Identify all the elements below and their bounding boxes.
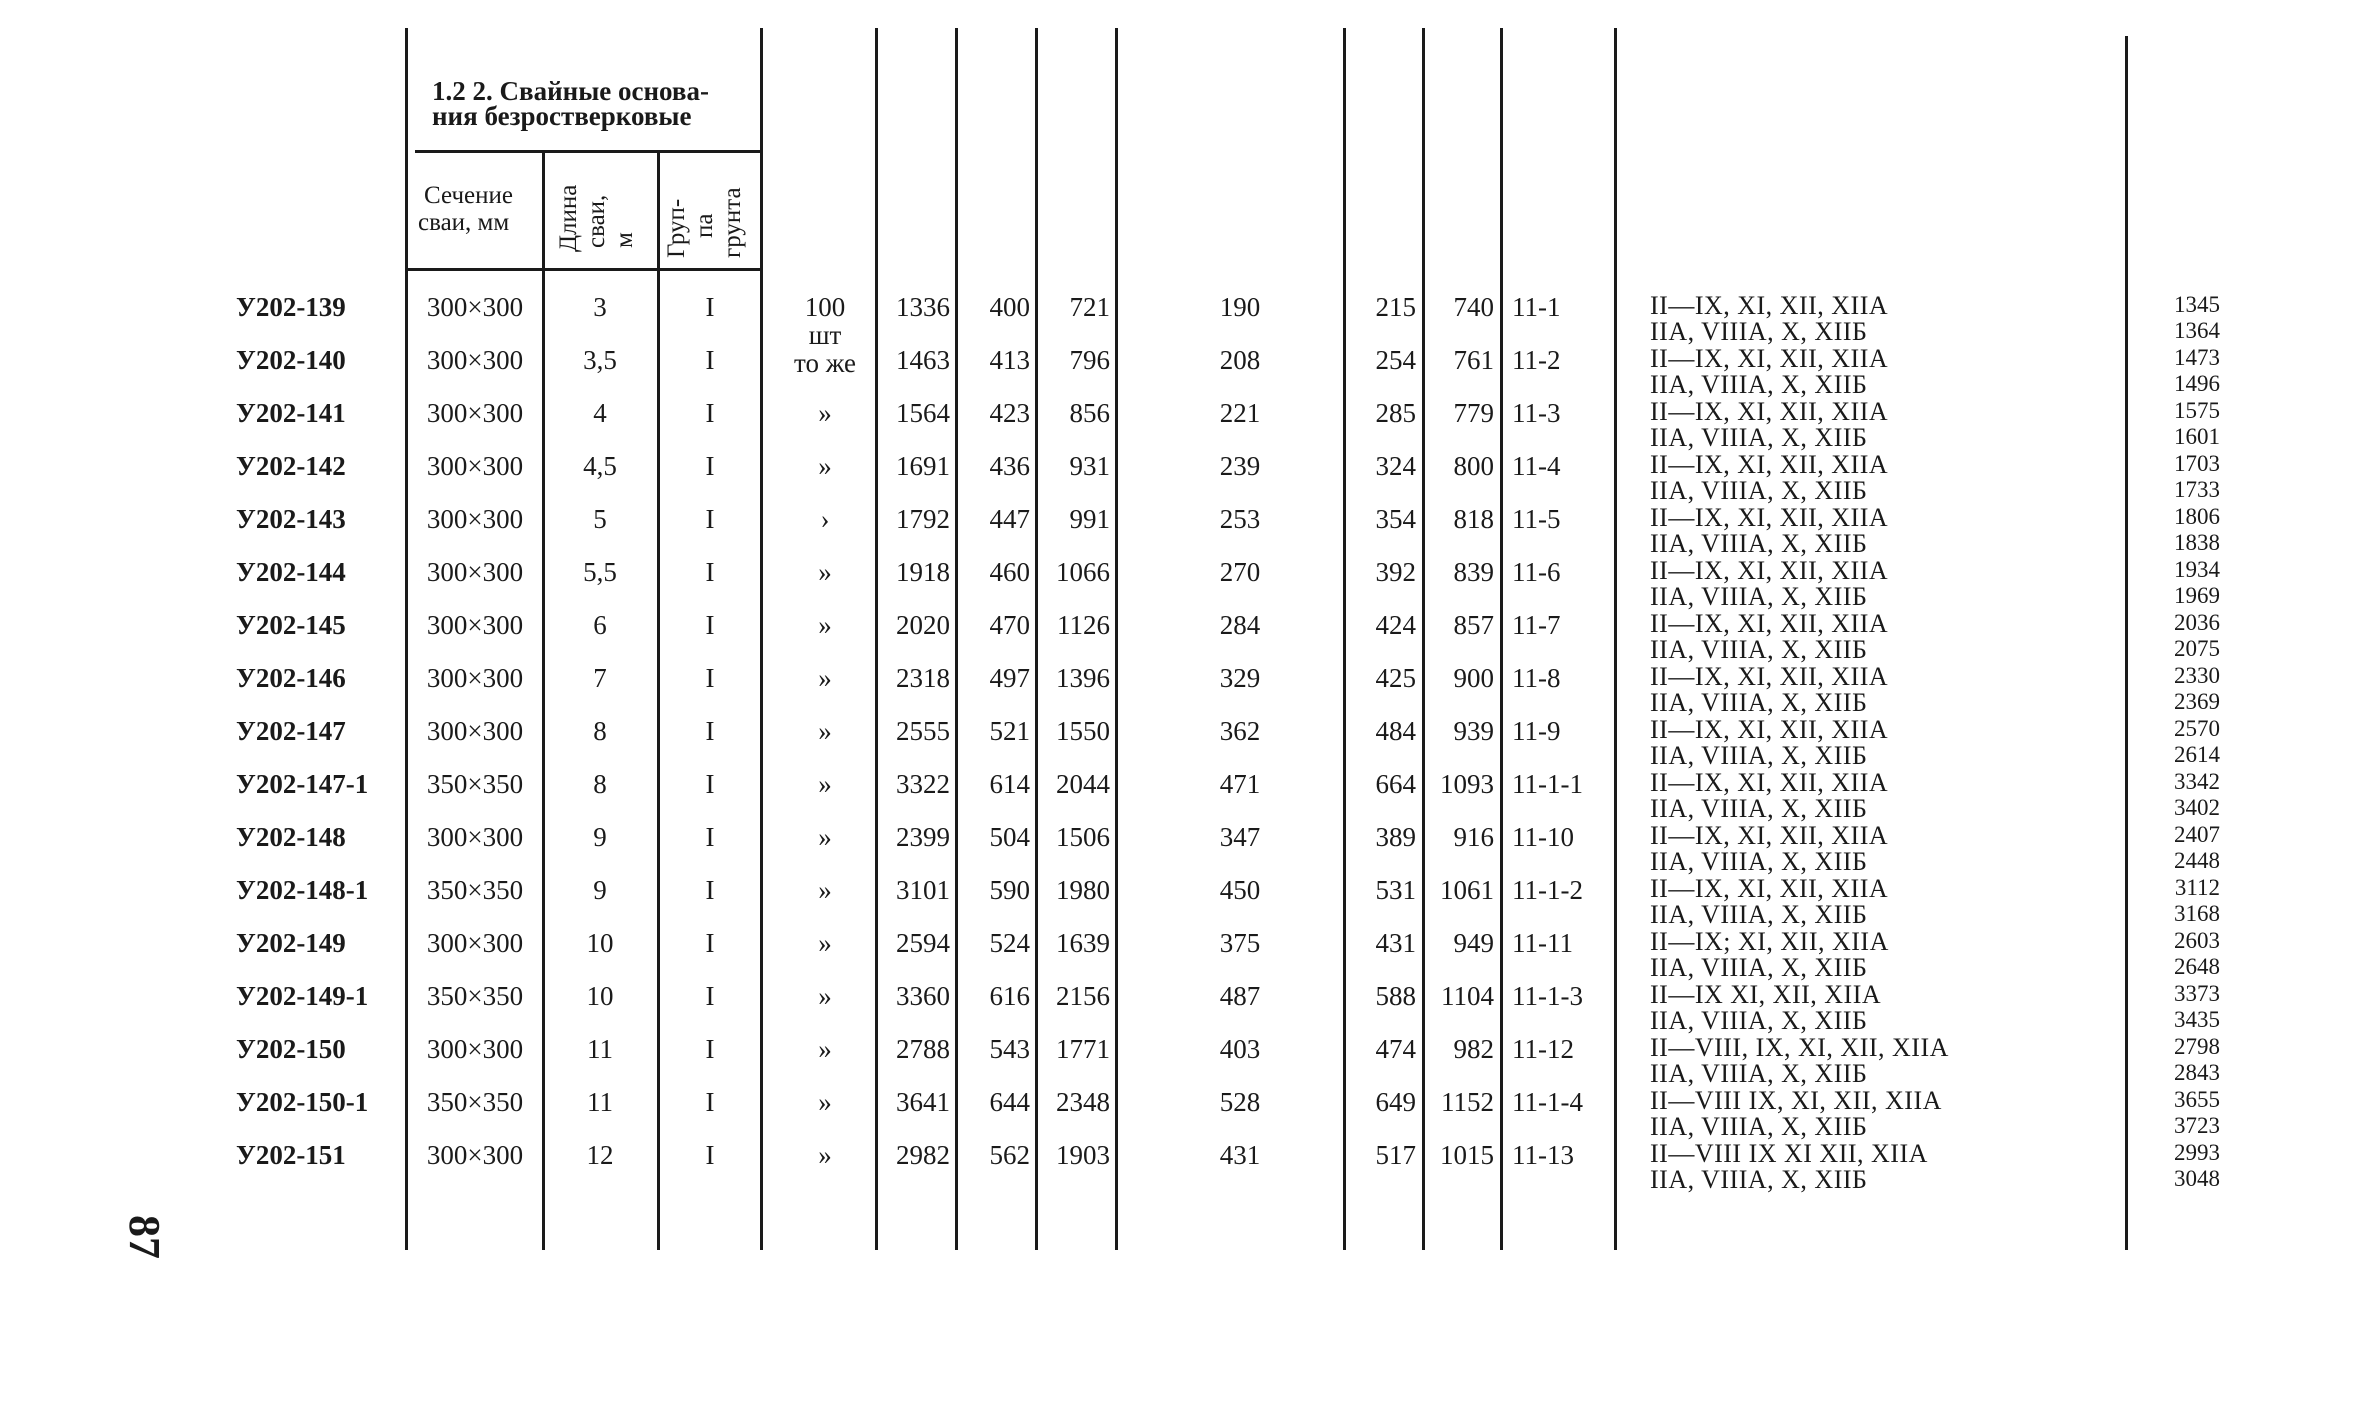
cell-v6: 1152 <box>1441 1087 1494 1117</box>
header-rule-columns <box>405 268 760 271</box>
cell-code: У202-147 <box>236 716 346 746</box>
col-header-length-line3: м <box>611 232 638 248</box>
cell-price-line1: 1806 <box>2174 504 2220 529</box>
cell-ref: 11-1-2 <box>1512 875 1583 905</box>
cell-series-line2: IIA, VIIIA, X, XIIБ <box>1650 900 1868 929</box>
rule-v2 <box>1035 28 1038 1250</box>
cell-unit: » <box>818 981 832 1011</box>
cell-v2: 616 <box>989 981 1030 1011</box>
cell-unit: » <box>818 716 832 746</box>
cell-v1: 2555 <box>896 716 950 746</box>
cell-v5: 664 <box>1375 769 1416 799</box>
cell-v5: 354 <box>1375 504 1416 534</box>
rule-v6 <box>1500 28 1503 1250</box>
cell-v4: 270 <box>1219 557 1261 587</box>
cell-unit: » <box>818 451 832 481</box>
cell-series-line2: IIA, VIIIA, X, XIIБ <box>1650 476 1868 505</box>
cell-section: 350×350 <box>426 875 524 905</box>
cell-price-line1: 2603 <box>2174 928 2220 953</box>
cell-series-line1: II—IX XI, XII, XIIA <box>1650 980 1882 1009</box>
cell-v6: 1093 <box>1440 769 1494 799</box>
cell-price-line2: 1601 <box>2174 424 2220 449</box>
cell-series-line2: IIA, VIIIA, X, XIIБ <box>1650 1165 1868 1194</box>
rule-group <box>760 28 763 1250</box>
rule-v5 <box>1422 28 1425 1250</box>
cell-group: I <box>705 610 715 640</box>
cell-ref: 11-1-1 <box>1512 769 1583 799</box>
cell-v4: 239 <box>1219 451 1261 481</box>
header-rule-title <box>415 150 760 153</box>
cell-series-line2: IIA, VIIIA, X, XIIБ <box>1650 1059 1868 1088</box>
cell-length: 4,5 <box>583 451 617 481</box>
cell-ref: 11-13 <box>1512 1140 1574 1170</box>
cell-group: I <box>705 1087 715 1117</box>
cell-section: 300×300 <box>426 451 524 481</box>
cell-unit: » <box>818 1140 832 1170</box>
cell-v2: 644 <box>989 1087 1030 1117</box>
cell-price-line2: 1364 <box>2174 318 2220 343</box>
cell-v4: 329 <box>1219 663 1261 693</box>
cell-v1: 1463 <box>896 345 950 375</box>
cell-v3: 2156 <box>1056 981 1110 1011</box>
cell-v5: 517 <box>1375 1140 1416 1170</box>
cell-unit: » <box>818 769 832 799</box>
cell-v4: 284 <box>1219 610 1261 640</box>
cell-v4: 403 <box>1219 1034 1261 1064</box>
cell-ref: 11-6 <box>1512 557 1561 587</box>
cell-v6: 740 <box>1453 292 1494 322</box>
cell-length: 5,5 <box>583 557 617 587</box>
cell-price-line2: 2448 <box>2174 848 2220 873</box>
cell-v6: 900 <box>1453 663 1494 693</box>
cell-v1: 2020 <box>896 610 950 640</box>
cell-ref: 11-1-3 <box>1512 981 1583 1011</box>
cell-group: I <box>705 769 715 799</box>
cell-series-line2: IIA, VIIIA, X, XIIБ <box>1650 1006 1868 1035</box>
cell-section: 300×300 <box>426 716 524 746</box>
cell-v5: 254 <box>1375 345 1416 375</box>
cell-v3: 1550 <box>1056 716 1110 746</box>
cell-v6: 1061 <box>1440 875 1494 905</box>
cell-section: 300×300 <box>426 663 524 693</box>
cell-v6: 1015 <box>1440 1140 1494 1170</box>
cell-v5: 324 <box>1375 451 1416 481</box>
cell-price-line2: 2648 <box>2174 954 2220 979</box>
cell-length: 10 <box>586 928 614 958</box>
cell-v5: 392 <box>1375 557 1416 587</box>
cell-series-line2: IIA, VIIIA, X, XIIБ <box>1650 370 1868 399</box>
cell-section: 300×300 <box>426 1034 524 1064</box>
cell-unit: » <box>818 557 832 587</box>
cell-length: 3,5 <box>583 345 617 375</box>
cell-group: I <box>705 822 715 852</box>
col-header-group-line2: па <box>691 213 718 238</box>
cell-v1: 1336 <box>896 292 950 322</box>
cell-v3: 2348 <box>1056 1087 1110 1117</box>
cell-ref: 11-4 <box>1512 451 1561 481</box>
cell-code: У202-143 <box>236 504 346 534</box>
cell-v3: 721 <box>1069 292 1110 322</box>
cell-price-line1: 1473 <box>2174 345 2220 370</box>
cell-v6: 857 <box>1453 610 1494 640</box>
cell-price-line1: 1934 <box>2174 557 2220 582</box>
cell-v2: 614 <box>989 769 1030 799</box>
cell-length: 11 <box>587 1034 613 1064</box>
cell-v5: 531 <box>1375 875 1416 905</box>
cell-section: 300×300 <box>426 610 524 640</box>
cell-v1: 1564 <box>896 398 950 428</box>
cell-unit: » <box>818 663 832 693</box>
cell-code: У202-151 <box>236 1140 346 1170</box>
cell-price-line2: 3168 <box>2174 901 2220 926</box>
cell-series-line1: II—VIII IX, XI, XII, XIIA <box>1650 1086 1942 1115</box>
cell-series-line2: IIA, VIIIA, X, XIIБ <box>1650 953 1868 982</box>
cell-v3: 2044 <box>1056 769 1110 799</box>
cell-v2: 470 <box>989 610 1030 640</box>
cell-series-line1: II—IX, XI, XII, XIIA <box>1650 397 1889 426</box>
col-header-section-line2: сваи, мм <box>418 209 510 236</box>
cell-ref: 11-8 <box>1512 663 1561 693</box>
unit-note-line2: шт <box>808 320 842 350</box>
cell-group: I <box>705 981 715 1011</box>
rule-v4 <box>1343 28 1346 1250</box>
cell-group: I <box>705 451 715 481</box>
cell-length: 11 <box>587 1087 613 1117</box>
cell-group: I <box>705 663 715 693</box>
cell-ref: 11-2 <box>1512 345 1561 375</box>
cell-price-line2: 2843 <box>2174 1060 2220 1085</box>
cell-v2: 436 <box>989 451 1030 481</box>
cell-series-line2: IIA, VIIIA, X, XIIБ <box>1650 317 1868 346</box>
cell-group: I <box>705 716 715 746</box>
cell-v4: 528 <box>1219 1087 1261 1117</box>
cell-price-line2: 1496 <box>2174 371 2220 396</box>
cell-length: 9 <box>593 822 607 852</box>
rule-v3 <box>1115 28 1118 1250</box>
cell-section: 300×300 <box>426 345 524 375</box>
cell-price-line2: 3048 <box>2174 1166 2220 1191</box>
cell-v1: 2594 <box>896 928 950 958</box>
cell-v4: 208 <box>1219 345 1261 375</box>
cell-v1: 3641 <box>896 1087 950 1117</box>
cell-code: У202-150-1 <box>236 1087 369 1117</box>
cell-group: I <box>705 504 715 534</box>
cell-section: 300×300 <box>426 1140 524 1170</box>
cell-v3: 1506 <box>1056 822 1110 852</box>
cell-group: I <box>705 557 715 587</box>
cell-v3: 1066 <box>1056 557 1110 587</box>
cell-v2: 497 <box>989 663 1030 693</box>
cell-series-line2: IIA, VIIIA, X, XIIБ <box>1650 1112 1868 1141</box>
cell-v5: 431 <box>1375 928 1416 958</box>
cell-ref: 11-1 <box>1512 292 1561 322</box>
cell-v3: 856 <box>1069 398 1110 428</box>
cell-v5: 649 <box>1375 1087 1416 1117</box>
cell-length: 9 <box>593 875 607 905</box>
cell-v6: 839 <box>1453 557 1494 587</box>
cell-section: 300×300 <box>426 504 524 534</box>
cell-v3: 931 <box>1069 451 1110 481</box>
cell-unit: » <box>818 822 832 852</box>
cell-code: У202-144 <box>236 557 346 587</box>
cell-price-line1: 1345 <box>2174 292 2220 317</box>
cell-price-line1: 2407 <box>2174 822 2220 847</box>
cell-group: I <box>705 292 715 322</box>
cell-v1: 3101 <box>896 875 950 905</box>
cell-length: 6 <box>593 610 607 640</box>
cell-code: У202-149-1 <box>236 981 369 1011</box>
cell-series-line2: IIA, VIIIA, X, XIIБ <box>1650 688 1868 717</box>
cell-v4: 450 <box>1219 875 1261 905</box>
cell-v1: 3360 <box>896 981 950 1011</box>
cell-v3: 1771 <box>1056 1034 1110 1064</box>
cell-price-line1: 3655 <box>2174 1087 2220 1112</box>
cell-section: 300×300 <box>426 822 524 852</box>
cell-section: 300×300 <box>426 292 524 322</box>
cell-ref: 11-12 <box>1512 1034 1574 1064</box>
cell-series-line1: II—IX, XI, XII, XIIA <box>1650 662 1889 691</box>
cell-price-line1: 2036 <box>2174 610 2220 635</box>
cell-price-line1: 1703 <box>2174 451 2220 476</box>
cell-length: 4 <box>593 398 607 428</box>
cell-v3: 1126 <box>1057 610 1110 640</box>
rule-series <box>2125 36 2128 1250</box>
cell-series-line1: II—IX, XI, XII, XIIA <box>1650 344 1889 373</box>
cell-group: I <box>705 875 715 905</box>
rule-left <box>405 28 408 1250</box>
cell-v2: 590 <box>989 875 1030 905</box>
cell-series-line2: IIA, VIIIA, X, XIIБ <box>1650 794 1868 823</box>
cell-ref: 11-1-4 <box>1512 1087 1583 1117</box>
cell-length: 7 <box>593 663 607 693</box>
section-title-line2: ния безростверковые <box>432 101 692 131</box>
cell-series-line2: IIA, VIIIA, X, XIIБ <box>1650 529 1868 558</box>
cell-series-line2: IIA, VIIIA, X, XIIБ <box>1650 847 1868 876</box>
cell-section: 350×350 <box>426 769 524 799</box>
cell-v4: 431 <box>1219 1140 1261 1170</box>
cell-group: I <box>705 928 715 958</box>
cell-v4: 362 <box>1219 716 1261 746</box>
cell-v1: 1691 <box>896 451 950 481</box>
cell-ref: 11-11 <box>1512 928 1573 958</box>
page-number: 87 <box>120 1215 169 1259</box>
col-header-group-line1: Груп- <box>663 198 690 258</box>
cell-ref: 11-5 <box>1512 504 1561 534</box>
cell-price-line2: 1969 <box>2174 583 2220 608</box>
cell-v4: 471 <box>1219 769 1261 799</box>
cell-v5: 389 <box>1375 822 1416 852</box>
cell-v6: 818 <box>1453 504 1494 534</box>
cell-v6: 761 <box>1453 345 1494 375</box>
cell-v4: 347 <box>1219 822 1261 852</box>
cell-price-line2: 2075 <box>2174 636 2220 661</box>
cell-unit: » <box>818 398 832 428</box>
cell-length: 8 <box>593 769 607 799</box>
cell-code: У202-149 <box>236 928 346 958</box>
cell-ref: 11-10 <box>1512 822 1574 852</box>
cell-v3: 1396 <box>1056 663 1110 693</box>
cell-section: 350×350 <box>426 981 524 1011</box>
cell-ref: 11-7 <box>1512 610 1561 640</box>
cell-v2: 562 <box>989 1140 1030 1170</box>
cell-v6: 800 <box>1453 451 1494 481</box>
cell-series-line1: II—IX, XI, XII, XIIA <box>1650 821 1889 850</box>
cell-v1: 3322 <box>896 769 950 799</box>
cell-section: 300×300 <box>426 557 524 587</box>
cell-price-line1: 2570 <box>2174 716 2220 741</box>
cell-series-line1: II—IX, XI, XII, XIIA <box>1650 450 1889 479</box>
cell-v2: 504 <box>989 822 1030 852</box>
cell-v6: 916 <box>1453 822 1494 852</box>
cell-code: У202-148 <box>236 822 346 852</box>
cell-series-line1: II—IX, XI, XII, XIIA <box>1650 291 1889 320</box>
cell-v2: 524 <box>989 928 1030 958</box>
cell-length: 8 <box>593 716 607 746</box>
cell-v2: 460 <box>989 557 1030 587</box>
cell-v5: 425 <box>1375 663 1416 693</box>
cell-group: I <box>705 345 715 375</box>
cell-price-line2: 3402 <box>2174 795 2220 820</box>
cell-unit: » <box>818 875 832 905</box>
cell-code: У202-142 <box>236 451 346 481</box>
cell-v2: 543 <box>989 1034 1030 1064</box>
cell-v5: 588 <box>1375 981 1416 1011</box>
cell-series-line1: II—VIII, IX, XI, XII, XIIA <box>1650 1033 1949 1062</box>
cell-v3: 991 <box>1069 504 1110 534</box>
cell-code: У202-141 <box>236 398 346 428</box>
cell-v1: 2399 <box>896 822 950 852</box>
cell-code: У202-140 <box>236 345 346 375</box>
col-header-group-line3: грунта <box>719 187 746 258</box>
cell-series-line1: II—VIII IX XI XII, XIIA <box>1650 1139 1928 1168</box>
cell-v4: 487 <box>1219 981 1261 1011</box>
cell-unit: » <box>818 1087 832 1117</box>
cell-series-line1: II—IX, XI, XII, XIIA <box>1650 715 1889 744</box>
cell-v2: 400 <box>989 292 1030 322</box>
cell-ref: 11-9 <box>1512 716 1561 746</box>
cell-series-line1: II—IX, XI, XII, XIIA <box>1650 609 1889 638</box>
cell-code: У202-150 <box>236 1034 346 1064</box>
cell-series-line2: IIA, VIIIA, X, XIIБ <box>1650 741 1868 770</box>
cell-code: У202-146 <box>236 663 346 693</box>
col-header-length-line1: Длина <box>555 184 582 252</box>
cell-price-line1: 2993 <box>2174 1140 2220 1165</box>
cell-v4: 375 <box>1219 928 1261 958</box>
cell-length: 12 <box>586 1140 614 1170</box>
cell-v2: 423 <box>989 398 1030 428</box>
cell-v1: 1792 <box>896 504 950 534</box>
cell-series-line2: IIA, VIIIA, X, XIIБ <box>1650 635 1868 664</box>
cell-length: 10 <box>586 981 614 1011</box>
cell-v5: 484 <box>1375 716 1416 746</box>
cell-series-line2: IIA, VIIIA, X, XIIБ <box>1650 423 1868 452</box>
cell-code: У202-148-1 <box>236 875 369 905</box>
cell-unit: » <box>818 610 832 640</box>
rule-unit <box>875 28 878 1250</box>
cell-v5: 424 <box>1375 610 1416 640</box>
cell-price-line2: 1838 <box>2174 530 2220 555</box>
cell-v4: 221 <box>1219 398 1261 428</box>
cell-price-line1: 3342 <box>2174 769 2220 794</box>
cell-group: I <box>705 1034 715 1064</box>
cell-series-line1: II—IX, XI, XII, XIIA <box>1650 503 1889 532</box>
cell-length: 5 <box>593 504 607 534</box>
cell-code: У202-145 <box>236 610 346 640</box>
cell-v1: 1918 <box>896 557 950 587</box>
cell-series-line1: II—IX, XI, XII, XIIA <box>1650 556 1889 585</box>
rule-ref <box>1614 28 1617 1250</box>
cell-unit: » <box>818 928 832 958</box>
cell-price-line2: 3435 <box>2174 1007 2220 1032</box>
cell-v1: 2788 <box>896 1034 950 1064</box>
cell-v2: 413 <box>989 345 1030 375</box>
cell-v6: 982 <box>1453 1034 1494 1064</box>
cell-v3: 1903 <box>1056 1140 1110 1170</box>
cell-v4: 190 <box>1219 292 1261 322</box>
cell-v3: 1639 <box>1056 928 1110 958</box>
cell-section: 350×350 <box>426 1087 524 1117</box>
cell-price-line2: 1733 <box>2174 477 2220 502</box>
cell-v4: 253 <box>1219 504 1261 534</box>
cell-group: I <box>705 1140 715 1170</box>
cell-series-line1: II—IX, XI, XII, XIIA <box>1650 768 1889 797</box>
cell-ref: 11-3 <box>1512 398 1561 428</box>
cell-price-line2: 3723 <box>2174 1113 2220 1138</box>
cell-v5: 474 <box>1375 1034 1416 1064</box>
col-header-section-line1: Сечение <box>424 182 513 209</box>
cell-v6: 779 <box>1453 398 1494 428</box>
cell-price-line2: 2369 <box>2174 689 2220 714</box>
cell-series-line2: IIA, VIIIA, X, XIIБ <box>1650 582 1868 611</box>
cell-price-line1: 2798 <box>2174 1034 2220 1059</box>
cell-unit: » <box>818 1034 832 1064</box>
cell-series-line1: II—IX, XI, XII, XIIA <box>1650 874 1889 903</box>
cell-price-line1: 1575 <box>2174 398 2220 423</box>
unit-note-line3: то же <box>794 348 856 378</box>
cell-section: 300×300 <box>426 398 524 428</box>
cell-length: 3 <box>593 292 607 322</box>
section-title-line1: 1.2 2. Свайные основа- <box>432 76 709 106</box>
cell-series-line1: II—IX; XI, XII, XIIA <box>1650 927 1889 956</box>
cell-section: 300×300 <box>426 928 524 958</box>
cell-v3: 796 <box>1069 345 1110 375</box>
cell-v2: 521 <box>989 716 1030 746</box>
col-header-length-line2: сваи, <box>583 194 610 248</box>
cell-v6: 949 <box>1453 928 1494 958</box>
cell-v1: 2318 <box>896 663 950 693</box>
cell-group: I <box>705 398 715 428</box>
cell-price-line1: 2330 <box>2174 663 2220 688</box>
cell-v5: 215 <box>1375 292 1416 322</box>
cell-v1: 2982 <box>896 1140 950 1170</box>
cell-v2: 447 <box>989 504 1030 534</box>
cell-code: У202-139 <box>236 292 346 322</box>
cell-v6: 1104 <box>1441 981 1494 1011</box>
cell-code: У202-147-1 <box>236 769 369 799</box>
cell-v3: 1980 <box>1056 875 1110 905</box>
cell-price-line1: 3112 <box>2174 875 2220 900</box>
unit-note-line1: 100 <box>804 292 846 322</box>
cell-unit: › <box>820 504 830 534</box>
rule-v1 <box>955 28 958 1250</box>
cell-price-line2: 2614 <box>2174 742 2220 767</box>
cell-price-line1: 3373 <box>2174 981 2220 1006</box>
cell-v5: 285 <box>1375 398 1416 428</box>
cell-v6: 939 <box>1453 716 1494 746</box>
